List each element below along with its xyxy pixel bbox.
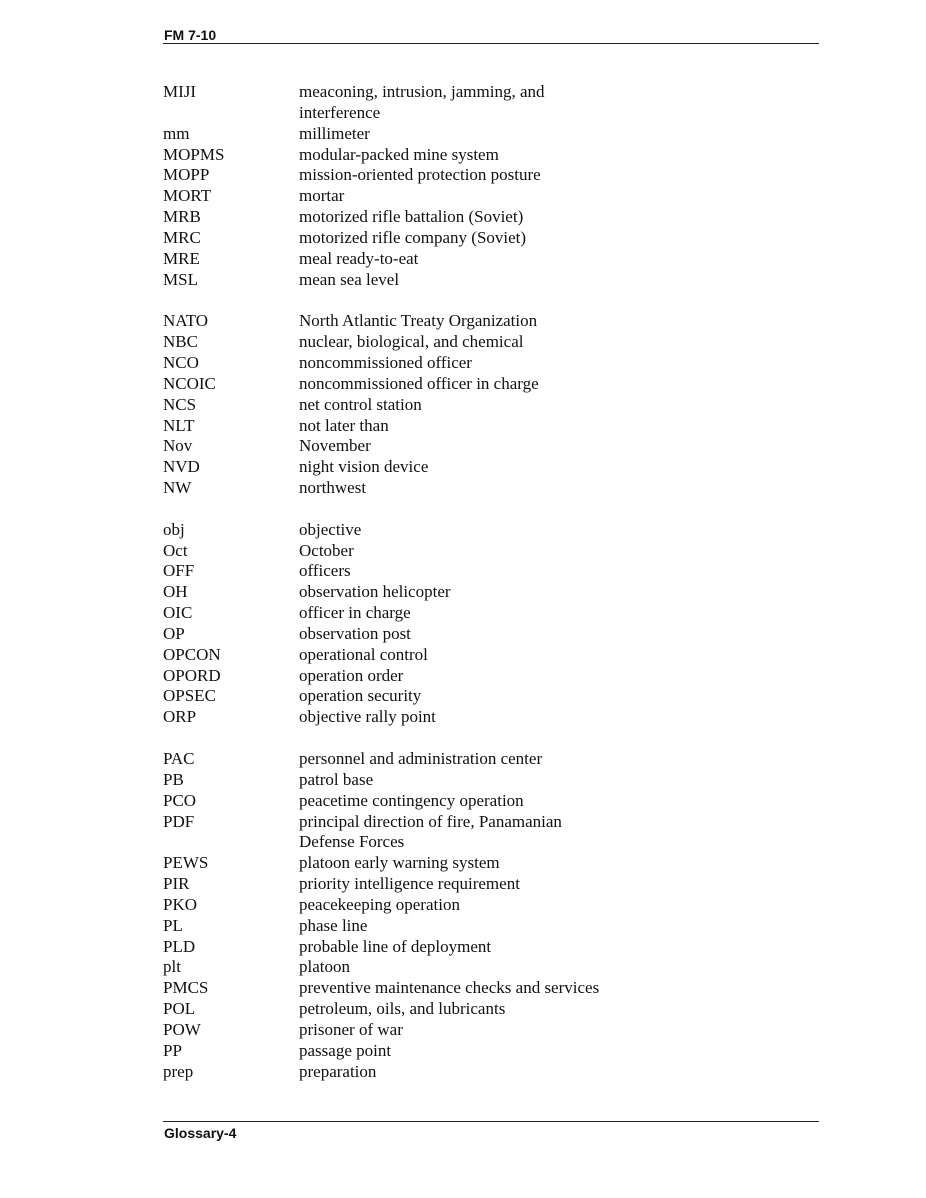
entry-abbreviation: OPCON	[163, 644, 221, 664]
glossary-entry-continuation	[163, 103, 763, 124]
entry-definition: northwest	[299, 478, 367, 498]
entry-definition: meaconing, intrusion, jamming, and	[299, 82, 545, 101]
glossary-entry	[163, 353, 763, 374]
entry-definition: October	[299, 540, 354, 560]
glossary-entry	[163, 436, 763, 457]
entry-abbreviation: OPSEC	[163, 686, 216, 706]
entry-definition: platoon early warning system	[299, 853, 500, 873]
entry-definition: officers	[299, 561, 351, 581]
entry-definition: net control station	[299, 394, 422, 414]
glossary-entry	[163, 165, 763, 186]
entry-abbreviation: MRC	[163, 227, 201, 247]
glossary-entry	[163, 916, 763, 937]
glossary-entry	[163, 957, 763, 978]
entry-definition: meal ready-to-eat	[299, 248, 419, 268]
glossary-entry	[163, 186, 763, 207]
glossary-entry	[163, 1062, 763, 1083]
entry-definition: observation post	[299, 623, 411, 643]
entry-abbreviation: POL	[163, 999, 196, 1019]
entry-abbreviation: NLT	[163, 415, 195, 435]
entry-abbreviation: PEWS	[163, 853, 209, 873]
glossary-entry	[163, 395, 763, 416]
page-footer-label: Glossary-4	[164, 1125, 237, 1141]
glossary-entry	[163, 478, 763, 499]
entry-abbreviation: MOPP	[163, 165, 210, 185]
entry-definition: observation helicopter	[299, 582, 451, 602]
glossary-entry-continuation	[163, 832, 763, 853]
entry-definition: peacetime contingency operation	[299, 790, 524, 810]
entry-abbreviation: PMCS	[163, 978, 209, 998]
entry-definition: night vision device	[299, 457, 429, 477]
glossary-entry	[163, 999, 763, 1020]
glossary-entry	[163, 749, 763, 770]
entry-abbreviation: PB	[163, 769, 184, 789]
entry-abbreviation: PIR	[163, 874, 190, 894]
entry-definition: nuclear, biological, and chemical	[299, 332, 524, 352]
entry-definition: interference	[299, 102, 381, 122]
glossary-entry	[163, 82, 763, 103]
glossary-entry	[163, 978, 763, 999]
glossary-entry	[163, 541, 763, 562]
entry-abbreviation: MIJI	[163, 82, 197, 101]
glossary-entry	[163, 457, 763, 478]
entry-abbreviation: POW	[163, 1019, 201, 1039]
glossary-list	[163, 82, 763, 1083]
entry-definition: objective	[299, 519, 362, 539]
entry-definition: platoon	[299, 957, 350, 977]
entry-definition: petroleum, oils, and lubricants	[299, 999, 506, 1019]
entry-definition: phase line	[299, 915, 368, 935]
entry-abbreviation: mm	[163, 123, 190, 143]
glossary-entry	[163, 895, 763, 916]
entry-abbreviation: NCOIC	[163, 373, 216, 393]
glossary-entry	[163, 791, 763, 812]
entry-definition: preventive maintenance checks and services	[299, 978, 600, 998]
entry-definition: North Atlantic Treaty Organization	[299, 311, 538, 331]
entry-definition: objective rally point	[299, 707, 436, 727]
entry-abbreviation: PKO	[163, 894, 198, 914]
entry-definition: probable line of deployment	[299, 936, 492, 956]
glossary-entry	[163, 561, 763, 582]
entry-definition: millimeter	[299, 123, 370, 143]
footer-rule	[163, 1121, 819, 1122]
glossary-entry	[163, 937, 763, 958]
entry-definition: passage point	[299, 1040, 392, 1060]
entry-abbreviation: Nov	[163, 436, 193, 456]
entry-abbreviation: NBC	[163, 332, 198, 352]
glossary-entry	[163, 124, 763, 145]
entry-definition: Defense Forces	[299, 832, 405, 852]
glossary-entry	[163, 270, 763, 291]
glossary-entry	[163, 582, 763, 603]
entry-definition: priority intelligence requirement	[299, 874, 520, 894]
entry-abbreviation: NCS	[163, 394, 197, 414]
glossary-entry	[163, 207, 763, 228]
entry-abbreviation: PLD	[163, 936, 196, 956]
entry-abbreviation: PCO	[163, 790, 197, 810]
entry-definition: operation security	[299, 686, 422, 706]
entry-abbreviation: ORP	[163, 707, 197, 727]
glossary-entry	[163, 311, 763, 332]
entry-abbreviation: NCO	[163, 352, 199, 372]
entry-abbreviation: OH	[163, 582, 188, 602]
entry-definition: noncommissioned officer	[299, 352, 472, 372]
entry-abbreviation: OP	[163, 623, 185, 643]
glossary-entry	[163, 520, 763, 541]
entry-abbreviation: MOPMS	[163, 144, 225, 164]
glossary-entry	[163, 332, 763, 353]
entry-definition: prisoner of war	[299, 1019, 403, 1039]
group-separator	[163, 499, 763, 520]
glossary-entry	[163, 686, 763, 707]
entry-abbreviation: OFF	[163, 561, 195, 581]
glossary-entry	[163, 812, 763, 833]
entry-abbreviation	[163, 103, 299, 124]
glossary-entry	[163, 707, 763, 728]
entry-definition: motorized rifle battalion (Soviet)	[299, 207, 524, 227]
entry-abbreviation: plt	[163, 957, 181, 977]
entry-abbreviation: MRB	[163, 207, 201, 227]
entry-abbreviation: obj	[163, 519, 185, 539]
header-rule	[163, 43, 819, 44]
glossary-entry	[163, 770, 763, 791]
entry-definition: operation order	[299, 665, 404, 685]
entry-definition: mission-oriented protection posture	[299, 165, 541, 185]
group-separator	[163, 290, 763, 311]
entry-abbreviation: MORT	[163, 186, 212, 206]
entry-abbreviation: OPORD	[163, 665, 221, 685]
entry-definition: motorized rifle company (Soviet)	[299, 227, 527, 247]
glossary-entry	[163, 603, 763, 624]
entry-definition: personnel and administration center	[299, 749, 543, 768]
entry-definition: officer in charge	[299, 603, 411, 623]
entry-definition: patrol base	[299, 769, 374, 789]
glossary-entry	[163, 624, 763, 645]
entry-definition: mortar	[299, 186, 345, 206]
entry-definition: mean sea level	[299, 269, 400, 289]
entry-abbreviation: PP	[163, 1040, 182, 1060]
entry-definition: not later than	[299, 415, 389, 435]
entry-abbreviation: Oct	[163, 540, 188, 560]
entry-definition: modular-packed mine system	[299, 144, 499, 164]
entry-abbreviation	[163, 832, 299, 853]
glossary-entry	[163, 1020, 763, 1041]
entry-definition: principal direction of fire, Panamanian	[299, 811, 562, 831]
glossary-entry	[163, 416, 763, 437]
glossary-entry	[163, 874, 763, 895]
entry-abbreviation: PAC	[163, 749, 195, 768]
glossary-entry	[163, 645, 763, 666]
glossary-entry	[163, 249, 763, 270]
entry-abbreviation: MSL	[163, 269, 198, 289]
entry-definition: preparation	[299, 1061, 377, 1081]
glossary-entry	[163, 853, 763, 874]
entry-abbreviation: PL	[163, 915, 183, 935]
entry-definition: November	[299, 436, 371, 456]
glossary-entry	[163, 228, 763, 249]
entry-abbreviation: NATO	[163, 311, 209, 331]
page-header-title: FM 7-10	[164, 27, 217, 43]
entry-abbreviation: OIC	[163, 603, 193, 623]
group-separator	[163, 728, 763, 749]
glossary-entry	[163, 145, 763, 166]
entry-definition: operational control	[299, 644, 428, 664]
glossary-entry	[163, 374, 763, 395]
entry-definition: noncommissioned officer in charge	[299, 373, 539, 393]
entry-abbreviation: PDF	[163, 811, 195, 831]
glossary-entry	[163, 666, 763, 687]
entry-abbreviation: prep	[163, 1061, 194, 1081]
entry-definition: peacekeeping operation	[299, 894, 460, 914]
entry-abbreviation: NVD	[163, 457, 200, 477]
glossary-entry	[163, 1041, 763, 1062]
entry-abbreviation: NW	[163, 478, 192, 498]
entry-abbreviation: MRE	[163, 248, 200, 268]
